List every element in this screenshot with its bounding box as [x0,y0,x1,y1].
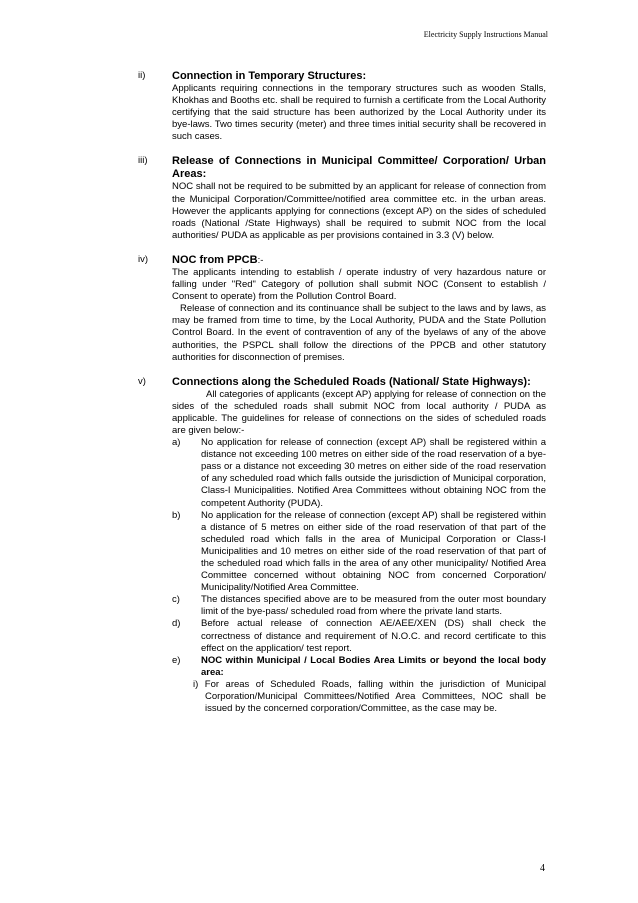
section-title-text: NOC from PPCB [172,253,258,266]
section-iv [138,254,546,364]
section-number: iii) [138,155,148,167]
list-item-label: e) [172,654,181,666]
list-item [172,437,546,510]
list-item [172,510,546,595]
list-item-label: c) [172,594,180,606]
section-paragraph: The applicants intending to establish / operate industry of very hazardous nature or falling under "Red" Category of pollution shall submit NOC (Consent to establish / Consent to operate) from the Pollution Control Board. [172,266,546,303]
list-item [172,594,546,618]
list-item-label: a) [172,437,181,449]
section-iii [138,155,546,241]
document-body [138,70,546,727]
section-title: Release of Connections in Municipal Committee/ Corporation/ Urban Areas: [172,155,546,181]
section-intro: All categories of applicants (except AP) applying for release of connection on the sides of the scheduled roads shall submit NOC from local authority / PUDA as applicable. The guidelines for release of connections on the sides of scheduled roads are given below:- [172,388,546,436]
list-item-title: NOC within Municipal / Local Bodies Area Limits or beyond the local body area: [201,654,546,678]
list-item-label: b) [172,509,181,521]
page-header: Electricity Supply Instructions Manual [423,30,548,39]
section-v [138,376,546,716]
list-item-text: No application for the release of connection (except AP) shall be registered within a distance of 5 metres on either side of the road reservation of that part of the scheduled road which falls in the area of Municipal Corporation or Class-I Municipalities and 10 metres on either side of the road reservation of that part of the scheduled road which falls in the area of any other municipality/ Notified Area Committee concerned without obtaining NOC from concerned Corporation/ Municipality/Notified Area Committee. [201,509,546,594]
list-item [172,618,546,654]
section-paragraph: Applicants requiring connections in the temporary structures such as wooden Stalls, Khokhas and Booths etc. shall be required to furnish a certificate from the Local Authority certifying that the said structure has been authorized by the Local Authority under its bye-laws. Two times security (meter) and three times initial security shall be recovered in such cases. [172,83,546,143]
section-number: v) [138,375,146,387]
section-title: Connections along the Scheduled Roads (National/ State Highways): [172,375,531,388]
section-title [172,254,546,267]
section-paragraph: NOC shall not be required to be submitted by an applicant for release of connection from the Municipal Corporation/Committee/notified area committee etc. in the urban areas. However the applicants applying for connections (except AP) on the sides of scheduled roads (National /State Highways) shall be required to submit NOC from the local authorities/ PUDA as applicable as per provisions contained in 3.3 (V) below. [172,181,546,241]
list-item-e [172,655,546,679]
list-item-text: Before actual release of connection AE/AEE/XEN (DS) shall check the correctness of distance and requirement of N.O.C. and record certificate to this effect on the application/ test report. [201,618,546,654]
section-paragraph: Release of connection and its continuance shall be subject to the laws and by laws, as may be framed from time to time, by the Local Authority, PUDA and the State Pollution Control Board. In the event of contravention of any of the byelaws of any of the above authorities, the PSPCL shall follow the directions of the PPCB and other statutory authorities for disconnection of premises. [172,303,546,363]
section-number: iv) [138,253,149,265]
list-item-text: No application for release of connection (except AP) shall be registered within a distance not exceeding 100 metres on either side of the road reservation of a bye-pass or a distance not exceeding 30 metres on either side of the road reservation of any scheduled road which falls outside the jurisdiction of Municipal corporation, Class-I Municipalities. Notified Area Committees without obtaining NOC from the competent Authority (PUDA). [201,437,546,509]
section-ii [138,70,546,143]
page-number: 4 [540,863,545,874]
list-item-label: d) [172,618,181,630]
sub-item: i) For areas of Scheduled Roads, falling within the jurisdiction of Municipal Corporation/Municipal Committees/Notified Area Committees, NOC shall be issued by the concerned corporation/Committee, as the case may be. [193,678,546,715]
list-item-text: The distances specified above are to be measured from the outer most boundary limit of the bye-pass/ scheduled road from where the private land starts. [201,594,546,618]
section-title-suffix: :- [257,254,264,266]
section-title: Connection in Temporary Structures: [172,70,367,82]
section-number: ii) [138,70,146,81]
